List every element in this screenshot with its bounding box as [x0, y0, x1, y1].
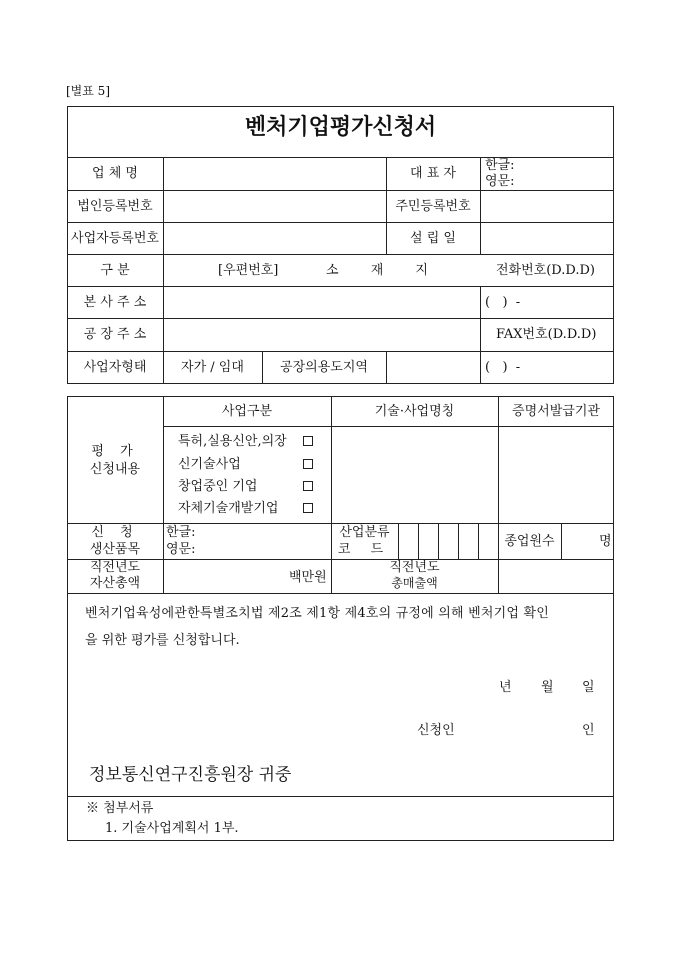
postal-code-label: [우편번호] [218, 263, 279, 278]
category-label: 구 분 [100, 263, 130, 278]
product-field[interactable] [200, 524, 331, 559]
hq-address-label: 본 사 주 소 [83, 295, 147, 310]
product-label-2: 생산품목 [89, 542, 141, 557]
factory-zone-label: 공장의용도지역 [280, 360, 368, 375]
eval-row-label-2: 신청내용 [89, 462, 141, 477]
statement-line-2: 을 위한 평가를 신청합니다. [85, 633, 240, 648]
option-owntech-label: 자체기술개발기업 [178, 501, 279, 516]
option-newtech-checkbox[interactable] [303, 459, 313, 469]
factory-address-label: 공 장 주 소 [83, 327, 147, 342]
resident-reg-label: 주민등록번호 [395, 199, 471, 214]
biz-reg-field[interactable] [164, 223, 386, 254]
cert-issuer-header: 증명서발급기관 [512, 404, 600, 419]
established-label: 설 립 일 [410, 231, 456, 246]
biz-reg-label: 사업자등록번호 [71, 231, 159, 246]
industry-code-label-2: 코 드 [337, 542, 392, 557]
date-year-label: 년 [499, 680, 512, 695]
option-startup-checkbox[interactable] [303, 481, 313, 491]
assets-field[interactable] [164, 560, 288, 593]
option-newtech-label: 신기술사업 [178, 457, 241, 472]
seal-label: 인 [582, 723, 595, 738]
option-patent-label: 특허,실용신안,의장 [178, 434, 287, 449]
company-name-label: 업 체 명 [92, 166, 138, 181]
eval-row-label-1: 평 가 [91, 444, 139, 459]
industry-code-field[interactable] [399, 524, 498, 559]
employees-label: 종업원수 [504, 534, 555, 549]
phone-label: 전화번호(D.D.D) [496, 263, 595, 278]
sales-field[interactable] [499, 560, 614, 593]
recipient: 정보통신연구진흥원장 귀중 [89, 765, 292, 785]
cert-issuer-field[interactable] [499, 427, 614, 523]
employees-unit: 명 [599, 534, 612, 549]
applicant-label: 신청인 [417, 723, 455, 738]
factory-zone-field[interactable] [387, 352, 480, 384]
annex-label: [별표 5] [66, 84, 110, 98]
assets-label-1: 직전년도 [89, 560, 141, 575]
sales-label-1: 직전년도 [389, 560, 440, 575]
corp-reg-label: 법인등록번호 [77, 199, 153, 214]
rep-english-label: 영문: [485, 174, 515, 189]
industry-code-label-1: 산업분류 [339, 525, 390, 540]
option-patent-checkbox[interactable] [303, 436, 313, 446]
date-month-label: 월 [541, 680, 554, 695]
hq-address-field[interactable] [164, 287, 480, 318]
fax-field[interactable]: ( ) - [485, 360, 521, 375]
attachment-item-1: 1. 기술사업계획서 1부. [105, 821, 239, 836]
assets-unit: 백만원 [289, 570, 327, 585]
biz-type-header: 사업구분 [221, 404, 273, 419]
tech-name-field[interactable] [332, 427, 498, 523]
factory-address-field[interactable] [164, 319, 480, 351]
product-english-label: 영문: [166, 542, 196, 557]
assets-label-2: 자산총액 [89, 576, 141, 591]
sales-label-2: 총매출액 [391, 576, 438, 590]
company-name-field[interactable] [164, 158, 386, 190]
phone-field[interactable]: ( ) - [485, 295, 521, 310]
product-korean-label: 한글: [166, 525, 196, 540]
own-lease-option[interactable]: 자가 / 임대 [181, 360, 244, 375]
option-owntech-checkbox[interactable] [303, 503, 313, 513]
rep-korean-label: 한글: [485, 158, 515, 173]
resident-reg-field[interactable] [481, 191, 614, 222]
corp-reg-field[interactable] [164, 191, 386, 222]
statement-line-1: 벤처기업육성에관한특별조치법 제2조 제1항 제4호의 규정에 의해 벤처기업 확인 [85, 606, 549, 621]
applicant-field[interactable] [462, 718, 572, 740]
product-label-1: 신 청 [91, 525, 139, 540]
address-label: 소 재 지 [326, 263, 442, 278]
date-day-label: 일 [582, 680, 595, 695]
form-title: 벤처기업평가신청서 [244, 114, 437, 140]
representative-field[interactable] [520, 158, 614, 190]
fax-label: FAX번호(D.D.D) [496, 327, 597, 342]
attachments-header: ※ 첨부서류 [86, 801, 154, 816]
employees-field[interactable] [562, 524, 597, 559]
biz-type-label: 사업자형태 [83, 360, 147, 375]
representative-label: 대 표 자 [410, 166, 456, 181]
tech-name-header: 기술·사업명칭 [374, 404, 455, 419]
option-startup-label: 창업중인 기업 [178, 479, 258, 494]
established-field[interactable] [481, 223, 614, 254]
